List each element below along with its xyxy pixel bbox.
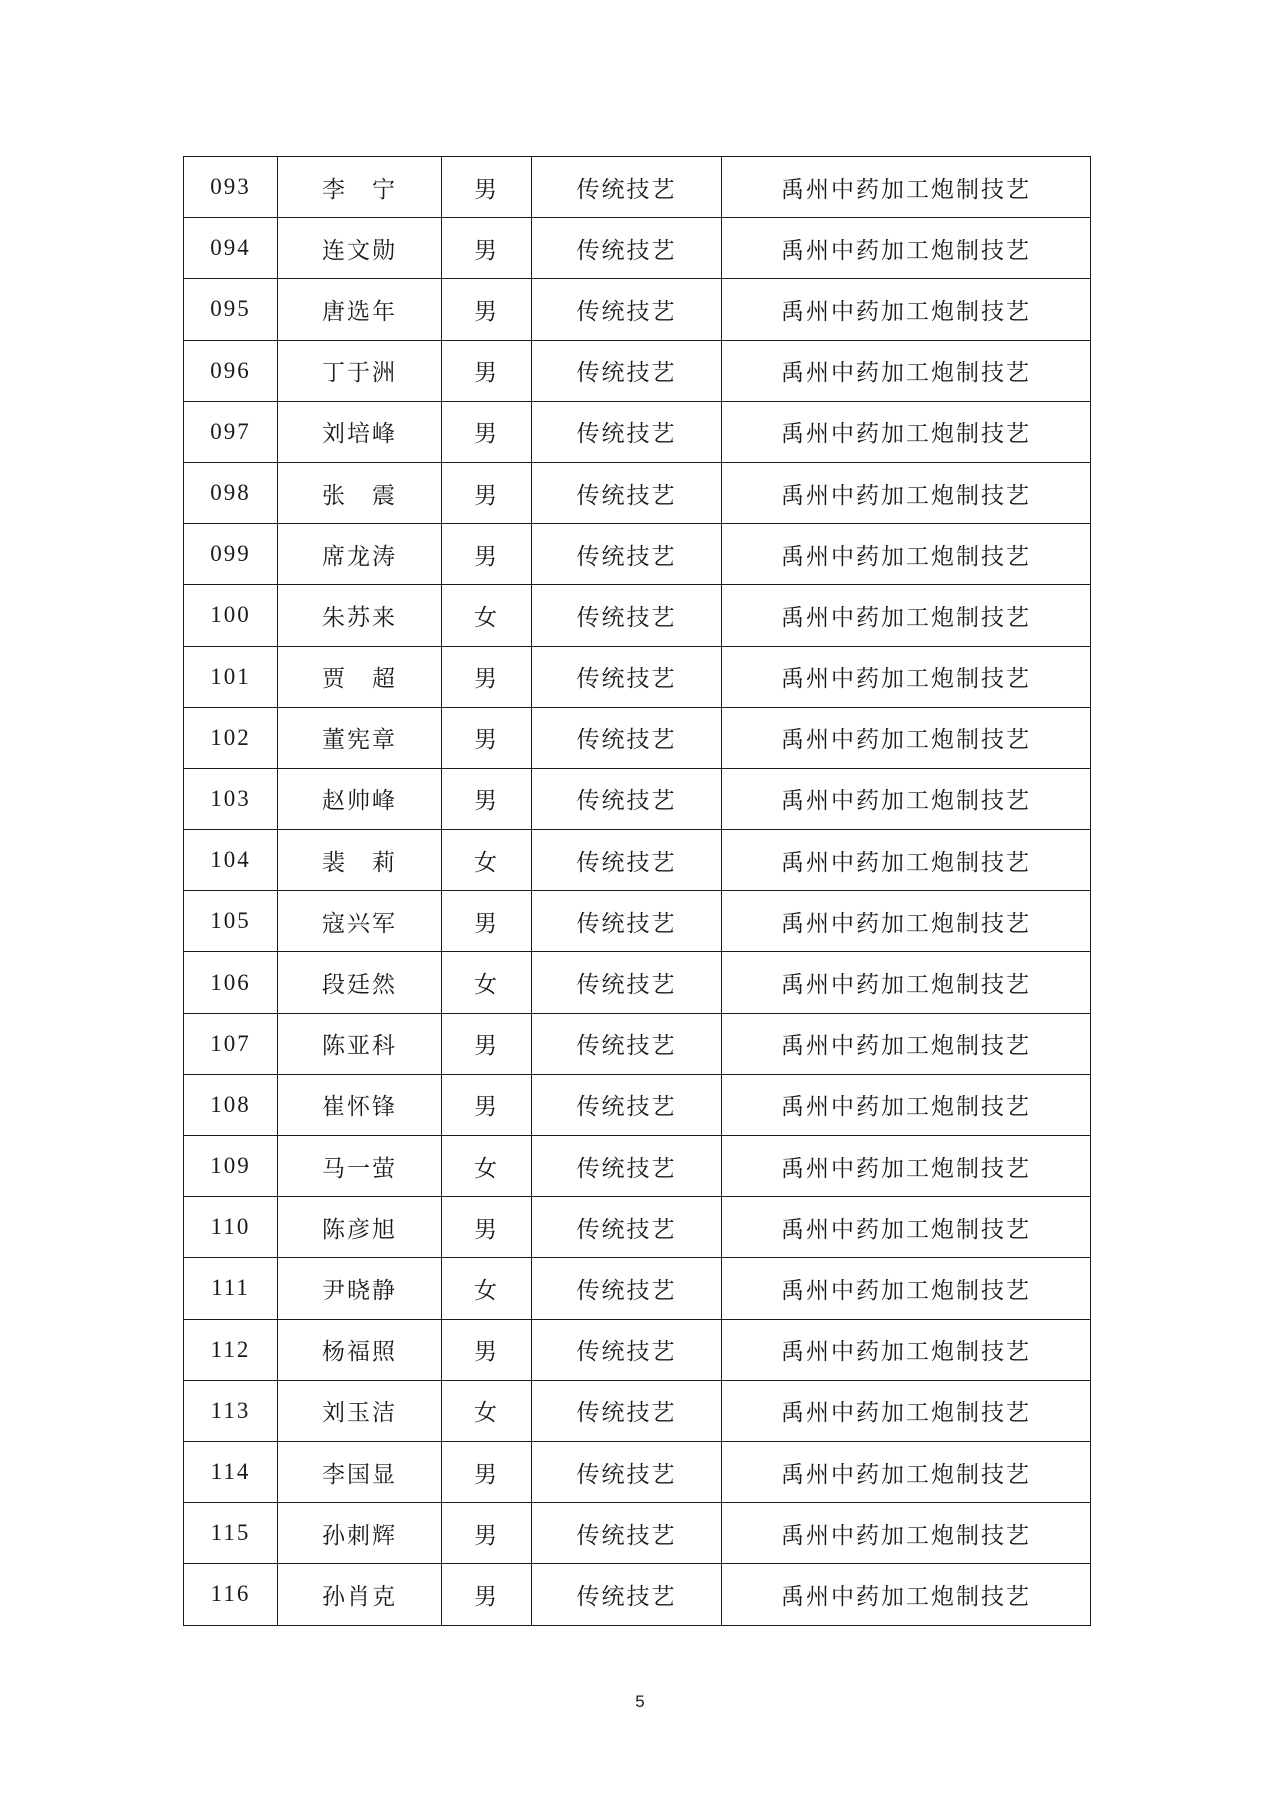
cell-row-number: 116 [184,1564,278,1625]
page-number: 5 [635,1692,645,1711]
cell-gender: 男 [442,891,532,952]
cell-category: 传统技艺 [532,524,722,585]
cell-project-name: 禹州中药加工炮制技艺 [722,1258,1091,1319]
cell-project-name: 禹州中药加工炮制技艺 [722,157,1091,218]
cell-person-name: 张 震 [278,462,442,523]
cell-gender: 女 [442,1380,532,1441]
cell-category: 传统技艺 [532,1197,722,1258]
cell-row-number: 108 [184,1074,278,1135]
cell-row-number: 110 [184,1197,278,1258]
cell-project-name: 禹州中药加工炮制技艺 [722,1136,1091,1197]
cell-category: 传统技艺 [532,891,722,952]
cell-person-name: 杨福照 [278,1319,442,1380]
cell-category: 传统技艺 [532,462,722,523]
cell-project-name: 禹州中药加工炮制技艺 [722,279,1091,340]
table-row [184,1074,1091,1135]
table-row [184,1136,1091,1197]
cell-row-number: 097 [184,401,278,462]
cell-row-number: 104 [184,830,278,891]
cell-row-number: 101 [184,646,278,707]
cell-gender: 女 [442,585,532,646]
cell-category: 传统技艺 [532,1074,722,1135]
cell-person-name: 朱苏来 [278,585,442,646]
cell-category: 传统技艺 [532,218,722,279]
cell-category: 传统技艺 [532,1136,722,1197]
table-row [184,524,1091,585]
cell-project-name: 禹州中药加工炮制技艺 [722,401,1091,462]
cell-category: 传统技艺 [532,1503,722,1564]
cell-gender: 女 [442,1258,532,1319]
cell-person-name: 寇兴军 [278,891,442,952]
table-row [184,1564,1091,1625]
table-row [184,401,1091,462]
cell-row-number: 099 [184,524,278,585]
cell-person-name: 崔怀锋 [278,1074,442,1135]
cell-person-name: 贾 超 [278,646,442,707]
cell-category: 传统技艺 [532,646,722,707]
table-row [184,1319,1091,1380]
cell-project-name: 禹州中药加工炮制技艺 [722,952,1091,1013]
cell-category: 传统技艺 [532,1319,722,1380]
cell-person-name: 刘培峰 [278,401,442,462]
cell-person-name: 董宪章 [278,707,442,768]
table-body [184,157,1091,1626]
table-row [184,707,1091,768]
cell-gender: 男 [442,1074,532,1135]
cell-gender: 男 [442,401,532,462]
cell-gender: 女 [442,830,532,891]
cell-gender: 男 [442,1441,532,1502]
cell-gender: 男 [442,1197,532,1258]
table-row [184,768,1091,829]
cell-category: 传统技艺 [532,279,722,340]
cell-gender: 男 [442,707,532,768]
cell-category: 传统技艺 [532,340,722,401]
cell-person-name: 丁于洲 [278,340,442,401]
cell-person-name: 裴 莉 [278,830,442,891]
cell-row-number: 094 [184,218,278,279]
cell-project-name: 禹州中药加工炮制技艺 [722,1074,1091,1135]
cell-project-name: 禹州中药加工炮制技艺 [722,768,1091,829]
table-row [184,462,1091,523]
cell-category: 传统技艺 [532,157,722,218]
cell-row-number: 103 [184,768,278,829]
cell-category: 传统技艺 [532,707,722,768]
cell-person-name: 唐选年 [278,279,442,340]
cell-row-number: 095 [184,279,278,340]
cell-category: 传统技艺 [532,401,722,462]
cell-person-name: 陈亚科 [278,1013,442,1074]
cell-category: 传统技艺 [532,952,722,1013]
cell-gender: 男 [442,218,532,279]
table-row [184,1380,1091,1441]
cell-category: 传统技艺 [532,830,722,891]
cell-project-name: 禹州中药加工炮制技艺 [722,1441,1091,1502]
table-row [184,646,1091,707]
cell-gender: 女 [442,952,532,1013]
cell-row-number: 109 [184,1136,278,1197]
cell-gender: 男 [442,1013,532,1074]
table-row [184,952,1091,1013]
table-row [184,891,1091,952]
cell-project-name: 禹州中药加工炮制技艺 [722,646,1091,707]
cell-row-number: 115 [184,1503,278,1564]
cell-row-number: 111 [184,1258,278,1319]
cell-gender: 男 [442,524,532,585]
cell-category: 传统技艺 [532,1258,722,1319]
cell-project-name: 禹州中药加工炮制技艺 [722,1380,1091,1441]
cell-row-number: 098 [184,462,278,523]
cell-row-number: 105 [184,891,278,952]
table-row [184,279,1091,340]
cell-project-name: 禹州中药加工炮制技艺 [722,1503,1091,1564]
table-row [184,1197,1091,1258]
cell-category: 传统技艺 [532,1441,722,1502]
table-row [184,157,1091,218]
table-row [184,830,1091,891]
cell-person-name: 赵帅峰 [278,768,442,829]
cell-row-number: 102 [184,707,278,768]
cell-person-name: 孙刺辉 [278,1503,442,1564]
cell-row-number: 114 [184,1441,278,1502]
cell-category: 传统技艺 [532,585,722,646]
cell-gender: 男 [442,340,532,401]
cell-gender: 男 [442,279,532,340]
cell-person-name: 陈彦旭 [278,1197,442,1258]
cell-project-name: 禹州中药加工炮制技艺 [722,1564,1091,1625]
cell-gender: 女 [442,1136,532,1197]
cell-gender: 男 [442,1564,532,1625]
cell-project-name: 禹州中药加工炮制技艺 [722,707,1091,768]
cell-category: 传统技艺 [532,1564,722,1625]
cell-person-name: 马一萤 [278,1136,442,1197]
cell-project-name: 禹州中药加工炮制技艺 [722,340,1091,401]
cell-person-name: 李 宁 [278,157,442,218]
cell-person-name: 李国显 [278,1441,442,1502]
table-row [184,585,1091,646]
cell-gender: 男 [442,157,532,218]
table-row [184,1013,1091,1074]
cell-project-name: 禹州中药加工炮制技艺 [722,891,1091,952]
cell-category: 传统技艺 [532,768,722,829]
cell-project-name: 禹州中药加工炮制技艺 [722,1319,1091,1380]
cell-gender: 男 [442,646,532,707]
inheritor-table [183,156,1091,1626]
cell-person-name: 段廷然 [278,952,442,1013]
cell-project-name: 禹州中药加工炮制技艺 [722,585,1091,646]
table-row [184,1503,1091,1564]
table-row [184,1258,1091,1319]
cell-gender: 男 [442,1503,532,1564]
cell-gender: 男 [442,768,532,829]
cell-gender: 男 [442,1319,532,1380]
table-row [184,218,1091,279]
cell-project-name: 禹州中药加工炮制技艺 [722,1013,1091,1074]
cell-person-name: 尹晓静 [278,1258,442,1319]
cell-row-number: 113 [184,1380,278,1441]
cell-project-name: 禹州中药加工炮制技艺 [722,524,1091,585]
table-row [184,340,1091,401]
cell-row-number: 096 [184,340,278,401]
cell-person-name: 刘玉洁 [278,1380,442,1441]
cell-row-number: 106 [184,952,278,1013]
cell-gender: 男 [442,462,532,523]
cell-person-name: 孙肖克 [278,1564,442,1625]
cell-row-number: 107 [184,1013,278,1074]
table-row [184,1441,1091,1502]
cell-person-name: 连文勋 [278,218,442,279]
cell-project-name: 禹州中药加工炮制技艺 [722,218,1091,279]
cell-project-name: 禹州中药加工炮制技艺 [722,462,1091,523]
cell-project-name: 禹州中药加工炮制技艺 [722,1197,1091,1258]
cell-row-number: 100 [184,585,278,646]
cell-person-name: 席龙涛 [278,524,442,585]
cell-row-number: 093 [184,157,278,218]
cell-category: 传统技艺 [532,1013,722,1074]
cell-category: 传统技艺 [532,1380,722,1441]
cell-project-name: 禹州中药加工炮制技艺 [722,830,1091,891]
cell-row-number: 112 [184,1319,278,1380]
